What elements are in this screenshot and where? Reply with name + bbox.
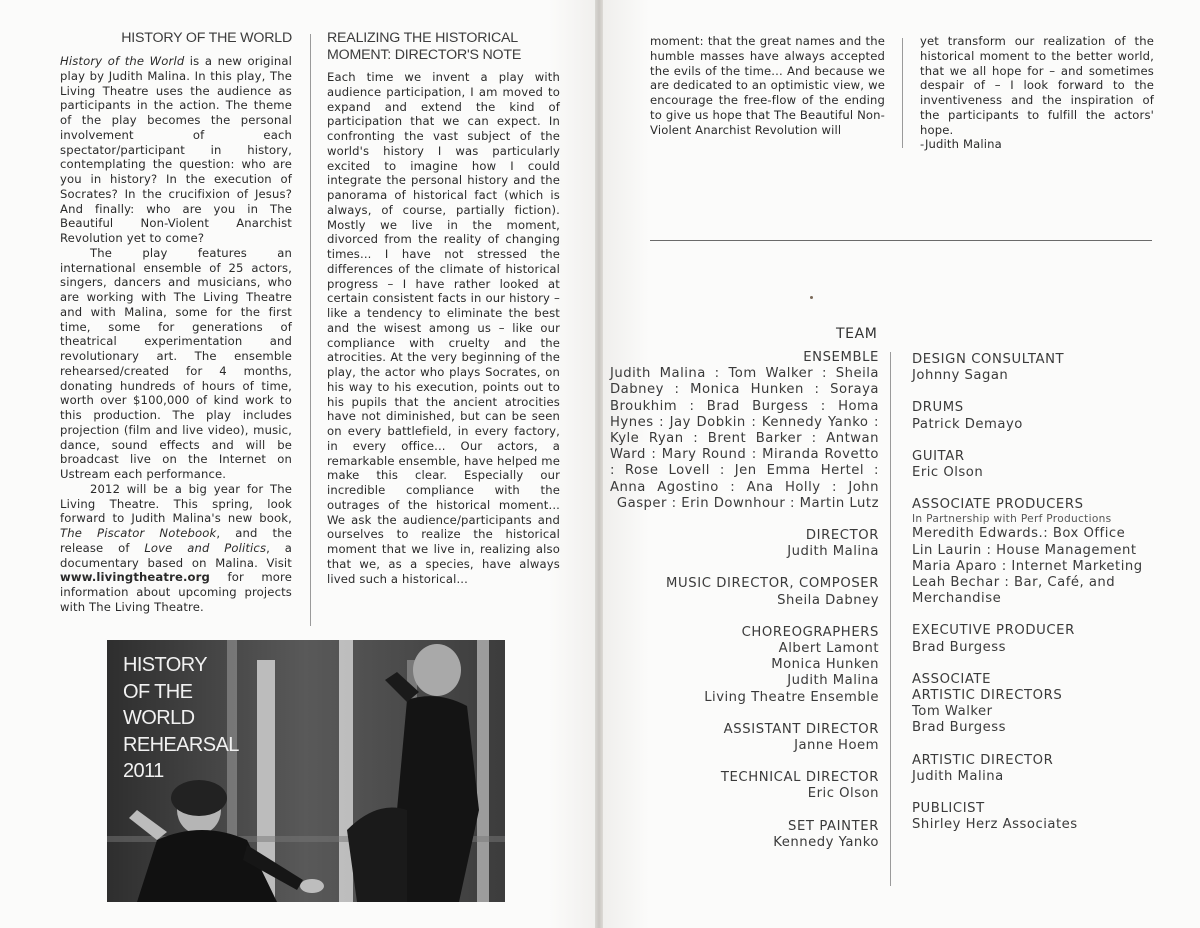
note-continued-text-2: yet transform our realization of the historical moment to the better world, that we all hope for – and sometimes despair of – I look forward to the inventiveness and the inspiration of the participants to fulfill the actors' hope. [920, 34, 1154, 137]
credit-role: ARTISTIC DIRECTORS [912, 688, 1063, 704]
play-title: History of the World [60, 54, 185, 68]
credit-role: GUITAR [912, 448, 965, 464]
credit-executive-producer [912, 623, 1152, 655]
credit-names: Janne Hoem [794, 738, 879, 754]
credit-role: CHOREOGRAPHERS [741, 624, 879, 640]
credit-guitar [912, 449, 1152, 481]
book-gutter [595, 0, 603, 928]
credit-role: DIRECTOR [805, 528, 879, 544]
directors-note-heading-line-1: REALIZING THE HISTORICAL [327, 30, 518, 46]
credit-drums [912, 400, 1152, 432]
credit-role: ARTISTIC DIRECTOR [912, 752, 1054, 768]
team-credits-left [610, 350, 879, 867]
history-paragraph-3 [60, 482, 292, 615]
credit-names: Patrick Demayo [912, 416, 1023, 432]
credit-names: Albert Lamont [778, 641, 879, 657]
credit-role: MUSIC DIRECTOR, COMPOSER [666, 576, 879, 592]
credit-role: DESIGN CONSULTANT [912, 352, 1065, 367]
credit-set-painter [610, 819, 879, 851]
producer-name: Meredith Edwards [912, 526, 1039, 542]
producer-job: Internet Marketing [1011, 558, 1143, 574]
credit-names: Judith Malina [787, 544, 879, 560]
note-continued-column-1 [650, 34, 885, 137]
credit-role: ASSOCIATE [912, 671, 992, 687]
credit-role: ASSISTANT DIRECTOR [723, 721, 879, 737]
team-column-divider [890, 352, 891, 886]
credit-role: SET PAINTER [788, 818, 879, 834]
p3-text-d: for more information about upcoming projects with The Living Theatre. [60, 570, 292, 614]
team-credits-right [912, 352, 1152, 849]
credit-role: EXECUTIVE PRODUCER [912, 623, 1075, 639]
credit-names: Meredith Edwards.: Box Office [912, 526, 1126, 542]
credit-names: Judith Malina : Tom Walker : Sheila Dabney : Monica Hunken : Soraya Broukhim : Brad Burgess : Homa Hynes : Jay Dobkin : Kennedy Yanko : Kyle Ryan : Brent Barker : Antwan Ward : Mary Round : Miranda Rovetto : Rose Lovell : Jen Emma Hertel : Anna Agostino : Ana Holly : John Gasper : Erin Downhour : Martin Lutz [610, 366, 879, 511]
credit-ensemble [610, 350, 879, 512]
signature: -Judith Malina [920, 137, 1002, 152]
caption-line-1: HISTORY [123, 654, 207, 676]
credit-music-director [610, 576, 879, 608]
credit-assistant-director [610, 722, 879, 754]
credit-names: Lin Laurin : House Management [912, 542, 1137, 558]
credit-names: Kennedy Yanko [773, 834, 879, 850]
credit-names: Judith Malina [912, 768, 1004, 784]
credit-names: Tom Walker [912, 704, 993, 720]
credit-publicist [912, 801, 1152, 833]
caption-line-4: REHEARSAL [123, 733, 239, 756]
p3-text-c: , a documentary based on Malina. Visit [60, 540, 292, 570]
credit-role: PUBLICIST [912, 801, 985, 817]
producer-job: Box Office [1052, 526, 1126, 542]
p3-text-a: 2012 will be a big year for The Living Theatre. This spring, look forward to Judith Malina's new book, [60, 481, 292, 526]
ink-speck [810, 296, 813, 299]
caption-line-2: OF THE [123, 680, 193, 703]
directors-note-heading [327, 30, 560, 64]
column-divider-right [902, 38, 903, 148]
credit-choreographers [610, 625, 879, 706]
credit-names: Sheila Dabney [777, 592, 879, 608]
credit-role: ENSEMBLE [803, 350, 879, 365]
history-paragraph-1-text: is a new original play by Judith Malina. In this play, The Living Theatre uses the audience as participants in the action. The theme of the play becomes the personal involvement of each spectator/participant in history, contemplating the question: who are you in history? In the execution of Socrates? In the crucifixion of Jesus? And finally: who are you in The Beautiful Non-Violent Anarchist Revolution yet to come? [60, 54, 292, 245]
credit-names: Eric Olson [807, 786, 879, 802]
producer-name: Leah Bechar [912, 575, 1000, 591]
column-divider [310, 34, 311, 626]
rehearsal-photo [107, 640, 505, 902]
credit-names: Shirley Herz Associates [912, 817, 1078, 833]
directors-note-heading-line-2: MOMENT: DIRECTOR'S NOTE [327, 47, 522, 63]
history-heading: HISTORY OF THE WORLD [121, 30, 292, 46]
credit-technical-director [610, 770, 879, 802]
credit-associate-producers [912, 497, 1152, 607]
credit-names: Living Theatre Ensemble [704, 689, 879, 705]
credit-role: ASSOCIATE PRODUCERS [912, 497, 1084, 513]
credit-names: Judith Malina [787, 673, 879, 689]
credit-names: Brad Burgess [912, 720, 1006, 736]
credit-role: TECHNICAL DIRECTOR [720, 770, 879, 786]
history-paragraph-2: The play features an international ensemble of 25 actors, singers, dancers and musicians, who are working with The Living Theatre and with Malina, some for the first time, some for generations of theatrical experimentation and revolutionary art. The ensemble rehearsed/created for 4 months, donating hundreds of hours of time, worth over $100,000 of kind work to this production. The play includes projection (film and live video), music, dance, sound effects and will be broadcast live on the Internet on Ustream each performance. [60, 245, 292, 481]
directors-note-column [327, 30, 560, 586]
p3-text-b: , and the release of [60, 526, 292, 555]
credit-subtitle: In Partnership with Perf Productions [912, 513, 1112, 526]
credit-associate-artistic-directors [912, 672, 1152, 737]
team-heading: TEAM [836, 326, 878, 342]
credit-names: Johnny Sagan [912, 368, 1009, 384]
note-continued-text-1: moment: that the great names and the humble masses have always accepted the evils of the time... And because we are dedicated to an optimistic view, we encourage the free-flow of the ending to give us hope that The Beautiful Non-Violent Anarchist Revolution will [650, 34, 885, 137]
credit-names: Brad Burgess [912, 639, 1006, 655]
note-continued-column-2 [920, 34, 1154, 152]
credit-artistic-director [912, 753, 1152, 785]
film-title: Love and Politics [144, 540, 267, 555]
history-paragraph-1 [60, 54, 292, 246]
caption-line-5: 2011 [123, 760, 164, 782]
credit-names: Eric Olson [912, 465, 984, 481]
credit-names: Maria Aparo : Internet Marketing [912, 558, 1143, 574]
photo-caption [123, 652, 283, 785]
caption-line-3: WORLD [123, 707, 195, 729]
producer-job: Bar, Café, and Merchandise [912, 575, 1116, 607]
book-title: The Piscator Notebook [60, 526, 217, 540]
credit-names: Leah Bechar : Bar, Café, and Merchandise [912, 575, 1116, 607]
section-divider [650, 240, 1152, 241]
credit-director [610, 528, 879, 560]
history-column [60, 30, 292, 615]
producer-name: Lin Laurin [912, 542, 982, 558]
producer-job: House Management [996, 542, 1137, 558]
directors-note-body: Each time we invent a play with audience participation, I am moved to expand and extend the kind of participation that we can expect. In confronting the vast subject of the world's history I was particularly excited to imagine how I could integrate the personal history and the panorama of historical fact (which is always, of course, partially fiction). Mostly we live in the moment, divorced from the reality of changing times... I have not stressed the differences of the climate of historical progress – I have rather looked at certain consistent facts in our history – like a tendency to eliminate the best and the wisest among us – like our compliance with cruelty and the atrocities. At the very beginning of the play, the actor who plays Socrates, on his way to his execution, points out to his pupils that the ancient atrocities have not diminished, but can be seen on every battlefield, in every factory, in every office... Our actors, a remarkable ensemble, have helped me make this clear. Especially our incredible compliance with the outrages of the historical moment... We ask the audience/participants and ourselves to realize the historical moment that we live in, realizing also that we, as a species, have always lived such a historical... [327, 70, 560, 586]
credit-design-consultant [912, 352, 1152, 384]
credit-names: Monica Hunken [771, 657, 879, 673]
credit-role: DRUMS [912, 400, 964, 416]
website-link[interactable]: www.livingtheatre.org [60, 570, 210, 585]
producer-name: Maria Aparo [912, 558, 997, 574]
